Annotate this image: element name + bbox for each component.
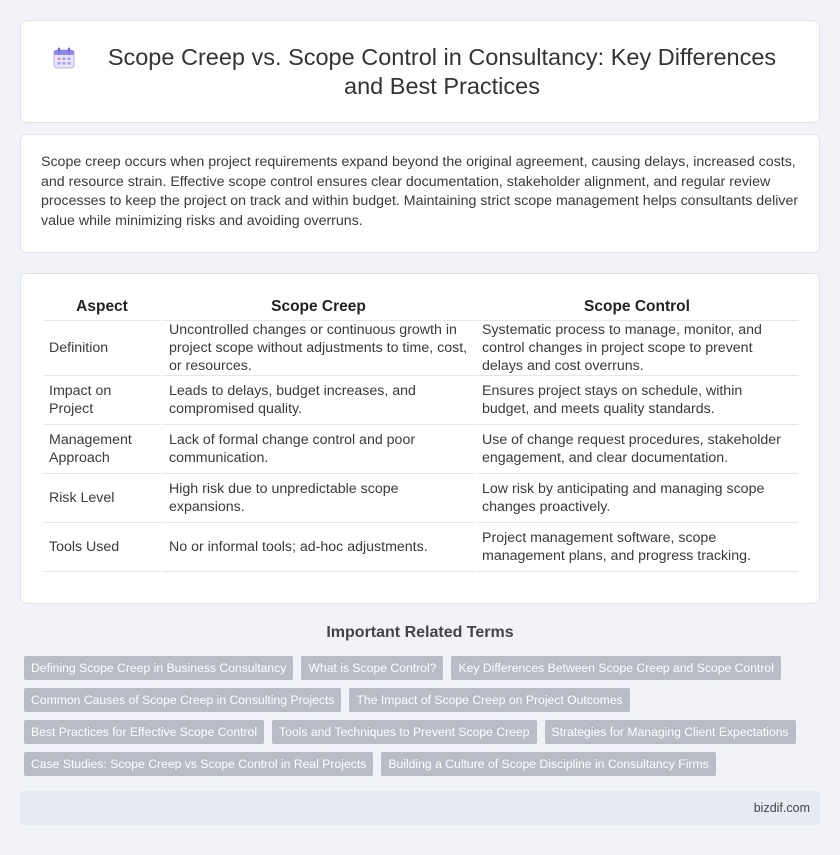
related-terms-list — [24, 656, 804, 776]
row-aspect: Definition — [43, 320, 162, 375]
row-scope-control: Ensures project stays on schedule, within budget, and meets quality standards. — [475, 375, 798, 424]
related-term-link[interactable]: The Impact of Scope Creep on Project Outcomes — [349, 688, 629, 712]
row-scope-creep: Uncontrolled changes or continuous growth in project scope without adjustments to time, cost, or resources. — [162, 320, 475, 375]
related-term-link[interactable]: What is Scope Control? — [301, 656, 443, 680]
row-scope-control: Use of change request procedures, stakeholder engagement, and clear documentation. — [475, 424, 798, 473]
calendar-icon — [51, 45, 77, 71]
table-row — [43, 320, 798, 375]
related-term-link[interactable]: Tools and Techniques to Prevent Scope Creep — [272, 720, 536, 744]
related-terms-title: Important Related Terms — [326, 624, 514, 641]
row-scope-creep: High risk due to unpredictable scope expansions. — [162, 473, 475, 522]
row-scope-creep: Leads to delays, budget increases, and compromised quality. — [162, 375, 475, 424]
row-scope-control: Project management software, scope management plans, and progress tracking. — [475, 522, 798, 571]
footer — [20, 791, 820, 825]
related-term-link[interactable]: Case Studies: Scope Creep vs Scope Control in Real Projects — [24, 752, 373, 776]
row-aspect: Risk Level — [43, 473, 162, 522]
row-aspect: Tools Used — [43, 522, 162, 571]
header-aspect: Aspect — [43, 294, 162, 320]
table-row — [43, 522, 798, 571]
table-header-row — [43, 294, 798, 320]
related-term-link[interactable]: Common Causes of Scope Creep in Consulting Projects — [24, 688, 341, 712]
row-scope-creep: No or informal tools; ad-hoc adjustments. — [162, 522, 475, 571]
header-scope-control: Scope Control — [475, 294, 798, 320]
row-scope-control: Systematic process to manage, monitor, and control changes in project scope to prevent delays and cost overruns. — [475, 320, 798, 375]
comparison-table — [43, 294, 798, 572]
row-aspect: Impact on Project — [43, 375, 162, 424]
related-term-link[interactable]: Key Differences Between Scope Creep and Scope Control — [451, 656, 780, 680]
row-scope-creep: Lack of formal change control and poor communication. — [162, 424, 475, 473]
table-row — [43, 424, 798, 473]
header-scope-creep: Scope Creep — [162, 294, 475, 320]
row-scope-control: Low risk by anticipating and managing scope changes proactively. — [475, 473, 798, 522]
comparison-card — [20, 273, 820, 604]
table-row — [43, 473, 798, 522]
footer-site-link[interactable]: bizdif.com — [753, 801, 810, 815]
related-term-link[interactable]: Building a Culture of Scope Discipline in Consultancy Firms — [381, 752, 715, 776]
intro-paragraph: Scope creep occurs when project requirements expand beyond the original agreement, causing delays, increased costs, and resource strain. Effective scope control ensures clear documentation, stakeholder alignment, and regular review processes to keep the project on track and within budget. Maintaining strict scope management helps consultants deliver value while minimizing risks and avoiding overruns. — [41, 154, 799, 229]
related-term-link[interactable]: Defining Scope Creep in Business Consultancy — [24, 656, 293, 680]
intro-card — [20, 134, 820, 253]
related-term-link[interactable]: Strategies for Managing Client Expectations — [545, 720, 796, 744]
page-title: Scope Creep vs. Scope Control in Consultancy: Key Differences and Best Practices — [107, 43, 777, 99]
row-aspect: Management Approach — [43, 424, 162, 473]
related-term-link[interactable]: Best Practices for Effective Scope Control — [24, 720, 264, 744]
header-card — [20, 20, 820, 123]
table-row — [43, 375, 798, 424]
